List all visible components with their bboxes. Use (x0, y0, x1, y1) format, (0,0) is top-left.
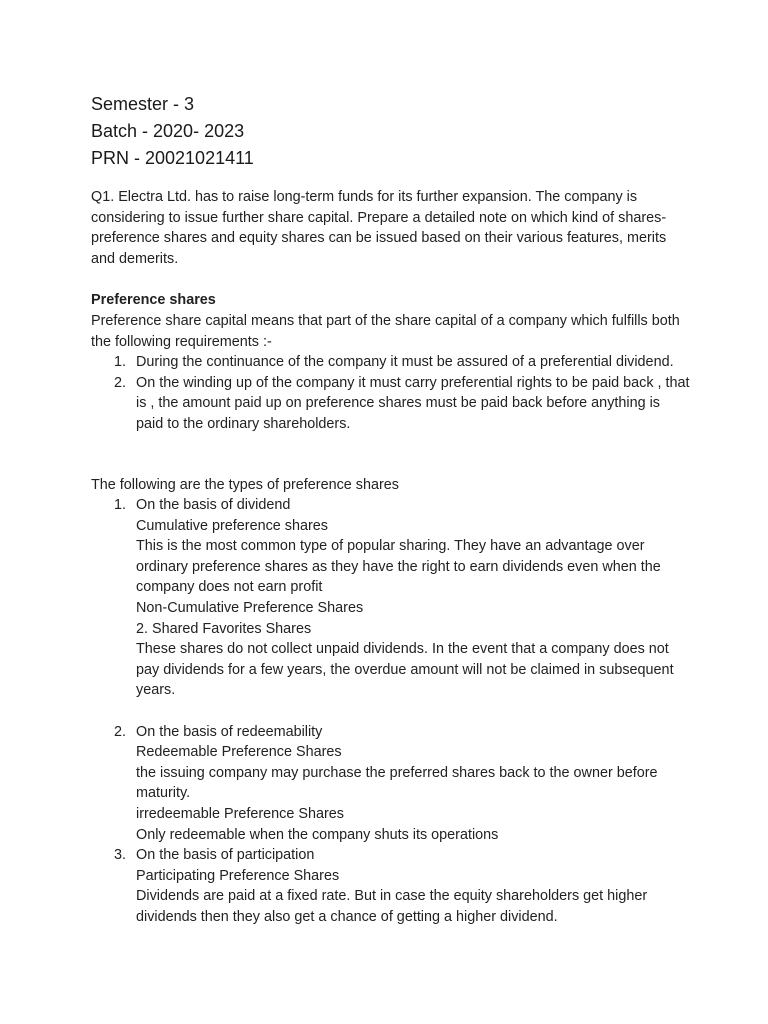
type-basis: On the basis of dividend (136, 497, 291, 513)
list-number: 2. (114, 723, 127, 740)
type-subheading: Cumulative preference shares (136, 517, 328, 534)
prn-line: PRN - 20021021411 (91, 148, 254, 168)
list-item (91, 495, 691, 701)
type-description: These shares do not collect unpaid dividends. In the event that a company does not pay dividends for a few years, the overdue amount will not be claimed in subsequent years. (136, 641, 674, 699)
type-subheading: 2. Shared Favorites Shares (136, 620, 312, 637)
section-title: Preference shares (91, 292, 216, 308)
type-subheading: Non-Cumulative Preference Shares (136, 599, 364, 616)
types-list (91, 495, 691, 927)
type-subheading: Redeemable Preference Shares (136, 744, 342, 761)
list-item (91, 373, 691, 435)
semester-line: Semester - 3 (91, 94, 195, 114)
type-description: This is the most common type of popular sharing. They have an advantage over ordinary preference shares as they have the right to earn dividends even when the company does not earn profit (136, 538, 661, 596)
list-number: 2. (114, 374, 127, 391)
list-number: 1. (114, 354, 127, 370)
list-item (91, 722, 691, 846)
type-description: the issuing company may purchase the preferred shares back to the owner before maturity. (136, 764, 658, 802)
section-definition: Preference share capital means that part of the share capital of a company which fulfills both the following requirements :- (91, 313, 680, 350)
batch-line: Batch - 2020- 2023 (91, 121, 245, 141)
type-description: Only redeemable when the company shuts its operations (136, 826, 499, 843)
student-info (91, 91, 254, 172)
requirements-list (91, 352, 691, 434)
types-intro: The following are the types of preference shares (91, 477, 399, 493)
type-basis: On the basis of redeemability (136, 723, 323, 740)
question-text: Q1. Electra Ltd. has to raise long-term funds for its further expansion. The company is considering to issue further share capital. Prepare a detailed note on which kind of shares- preference shares and equity shares can be issued based on their various features, merits and demerits. (91, 189, 667, 267)
list-item-text: During the continuance of the company it must be assured of a preferential dividend. (136, 354, 674, 370)
list-item (91, 352, 691, 373)
type-basis: On the basis of participation (136, 847, 315, 864)
list-number: 1. (114, 497, 127, 513)
list-item-text: On the winding up of the company it must carry preferential rights to be paid back , that is , the amount paid up on preference shares must be paid back before anything is paid to the ordinary shareholders. (136, 374, 690, 432)
type-subheading: Participating Preference Shares (136, 867, 340, 884)
list-number: 3. (114, 847, 127, 864)
type-description: Dividends are paid at a fixed rate. But in case the equity shareholders get higher dividends then they also get a chance of getting a higher dividend. (136, 888, 648, 925)
list-item (91, 845, 691, 927)
type-subheading: irredeemable Preference Shares (136, 805, 344, 822)
